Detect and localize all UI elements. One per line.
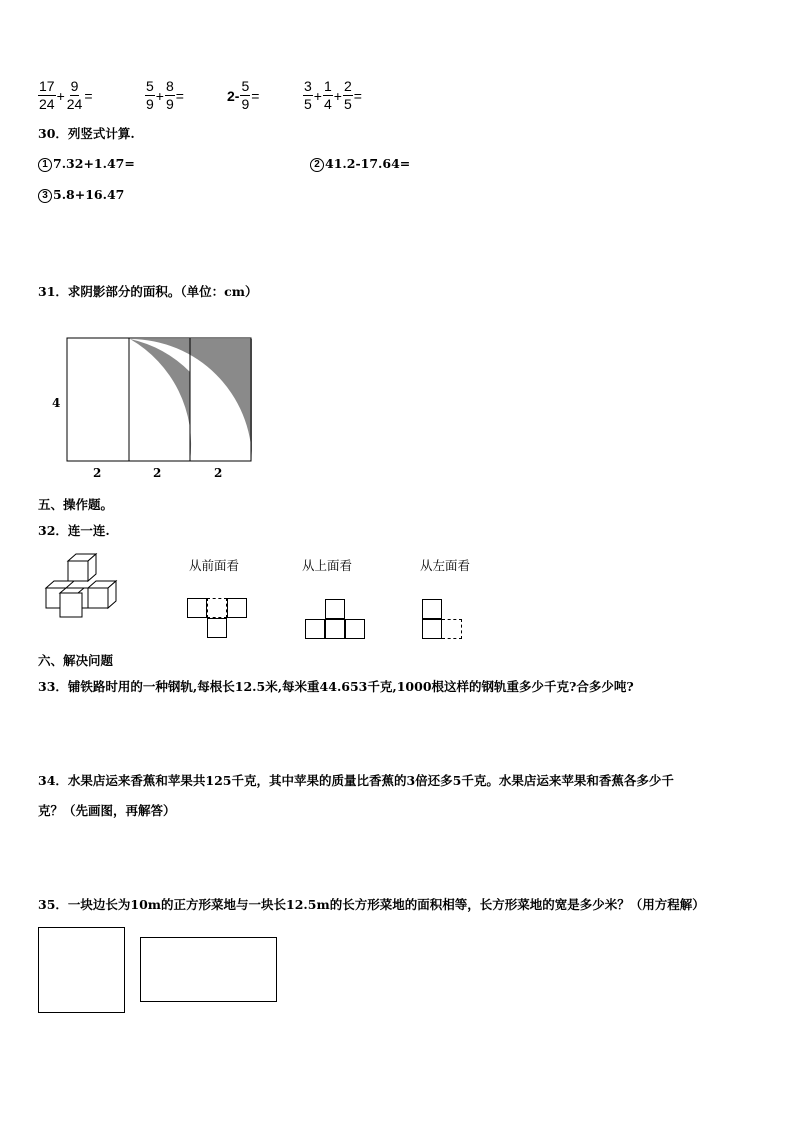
fraction-expression-4: $\frac{3}{5}$ + $\frac{1}{4}$ + $\frac{2}{5}$ = <box>304 78 362 112</box>
q30-item-1: 1 7.32+1.47= <box>38 156 135 172</box>
question-31-title: 31．求阴影部分的面积。（单位：cm） <box>38 284 258 299</box>
square-plot-figure <box>38 927 125 1013</box>
width-label-1: 2 <box>93 466 102 480</box>
view-label-front: 从前面看 <box>189 558 240 573</box>
circled-number: 3 <box>38 189 52 203</box>
question-34-line-2: 克？（先画图，再解答） <box>38 803 176 818</box>
width-label-2: 2 <box>153 466 162 480</box>
view-label-top: 从上面看 <box>302 558 353 573</box>
circled-number: 1 <box>38 158 52 172</box>
rectangle-plot-figure <box>140 937 277 1002</box>
shaded-area-figure <box>66 337 254 464</box>
q30-item-2: 2 41.2-17.64= <box>310 156 410 172</box>
fraction-expression-3: 2- $\frac{5}{9}$ = <box>227 78 260 112</box>
question-32-title: 32．连一连. <box>38 523 110 538</box>
question-34-line-1: 34．水果店运来香蕉和苹果共125千克，其中苹果的质量比香蕉的3倍还多5千克。水果店运来苹果和香蕉各多少千 <box>38 773 674 788</box>
circled-number: 2 <box>310 158 324 172</box>
height-label: 4 <box>52 396 61 410</box>
question-33: 33．铺铁路时用的一种钢轨,每根长12.5米,每米重44.653千克,1000根这样的钢轨重多少千克?合多少吨? <box>38 679 634 694</box>
section-6-heading: 六、解决问题 <box>38 653 114 668</box>
view-label-left: 从左面看 <box>420 558 471 573</box>
q30-item-3: 3 5.8+16.47 <box>38 187 124 203</box>
fraction-expression-1: $\frac{17}{24}$ + $\frac{9}{24}$ = <box>39 78 93 112</box>
fraction-expression-2: $\frac{5}{9}$ + $\frac{8}{9}$ = <box>146 78 184 112</box>
question-30-title: 30．列竖式计算. <box>38 126 135 141</box>
width-label-3: 2 <box>214 466 223 480</box>
question-35: 35．一块边长为10m的正方形菜地与一块长12.5m的长方形菜地的面积相等，长方形菜地的宽是多少米？（用方程解） <box>38 897 705 912</box>
cube-stack-figure <box>42 553 134 621</box>
section-5-heading: 五、操作题。 <box>38 497 114 512</box>
shaded-region <box>68 339 252 461</box>
